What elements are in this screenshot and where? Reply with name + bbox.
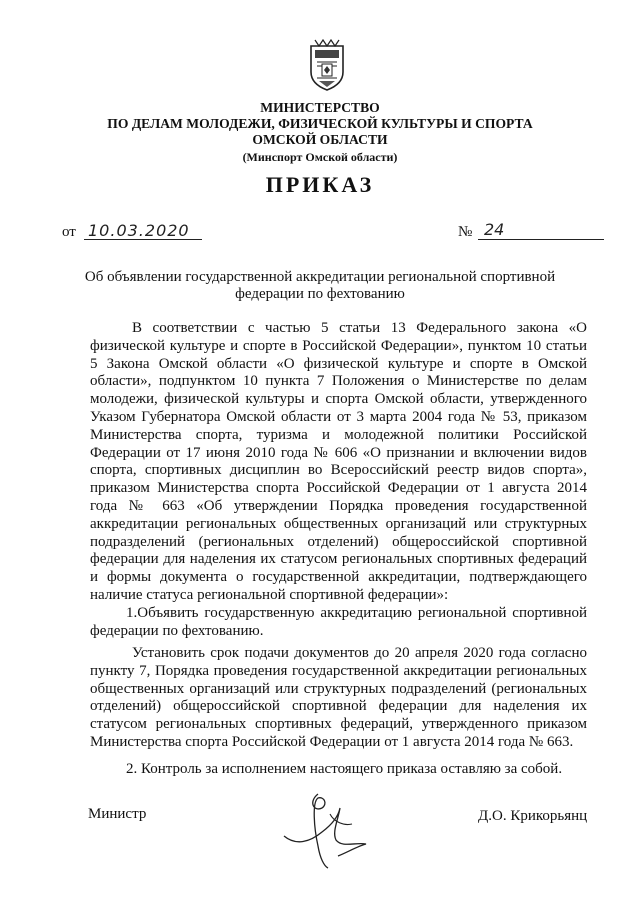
ministry-short-name: (Минспорт Омской области) xyxy=(242,150,398,164)
order-number: 24 xyxy=(484,220,505,239)
preamble-paragraph xyxy=(90,320,587,605)
signer-name: Д.О. Крикорьянц xyxy=(478,808,588,824)
preamble-text: В соответствии с частью 5 статьи 13 Федерального закона «О физической культуре и спорте в Российской Федерации», пунктом 10 статьи 5 Закона Омской области «О физической культуре и спорте в Омской области», подпунктом 10 пункта 7 Положения о Министерстве по делам молодежи, физической культуры и спорта Омской области, утвержденного Указом Губернатора Омской области от 3 марта 2004 года № 53, приказом Министерства спорта, туризма и молодежной политики Российской Федерации от 17 июня 2010 года № 606 «О признании и включении видов спорта, спортивных дисциплин во Всероссийский реестр видов спорта», приказом Министерства спорта Российской Федерации от 1 августа 2014 года № 663 «Об утверждении Порядка проведения государственной аккредитации региональных общественных организаций или структурных подразделений (региональных отделений) общероссийской спортивной федерации для наделения их статусом региональных спортивных федераций и формы документа о государственной аккредитации, подтверждающего наличие статуса региональной спортивной федерации»: xyxy=(90,320,587,603)
handwritten-signature xyxy=(278,788,378,870)
item-2-text: 2. Контроль за исполнением настоящего приказа оставляю за собой. xyxy=(126,761,563,777)
number-prefix-label: № xyxy=(458,224,473,240)
ministry-name-line2: ПО ДЕЛАМ МОЛОДЕЖИ, ФИЗИЧЕСКОЙ КУЛЬТУРЫ И СПОРТА xyxy=(107,116,533,131)
ministry-name-line3: ОМСКОЙ ОБЛАСТИ xyxy=(252,132,388,147)
item-1-deadline-paragraph xyxy=(90,645,587,752)
item-1-deadline-text: Установить срок подачи документов до 20 апреля 2020 года согласно пункту 7, Порядка проведения государственной аккредитации региональных общественных организаций или структурных подразделений (региональных отделений) общероссийской спортивной федерации для наделения их статусом региональных спортивных федераций, утвержденного приказом Министерства спорта Российской Федерации от 1 августа 2014 года № 663. xyxy=(90,645,587,750)
document-type-title: ПРИКАЗ xyxy=(265,172,375,197)
ministry-name-line1: МИНИСТЕРСТВО xyxy=(260,100,380,115)
coat-of-arms-emblem xyxy=(307,38,347,92)
date-prefix-label: от xyxy=(62,224,76,240)
order-date: 10.03.2020 xyxy=(88,221,190,240)
item-1-text: 1.Объявить государственную аккредитацию региональной спортивной федерации по фехтованию. xyxy=(90,605,587,639)
signer-title: Министр xyxy=(88,806,147,822)
number-underline xyxy=(478,239,604,240)
item-2-paragraph xyxy=(90,761,587,779)
item-1-paragraph xyxy=(90,605,587,641)
order-subject: Об объявлении государственной аккредитации региональной спортивной федерации по фехтованию xyxy=(84,269,556,302)
